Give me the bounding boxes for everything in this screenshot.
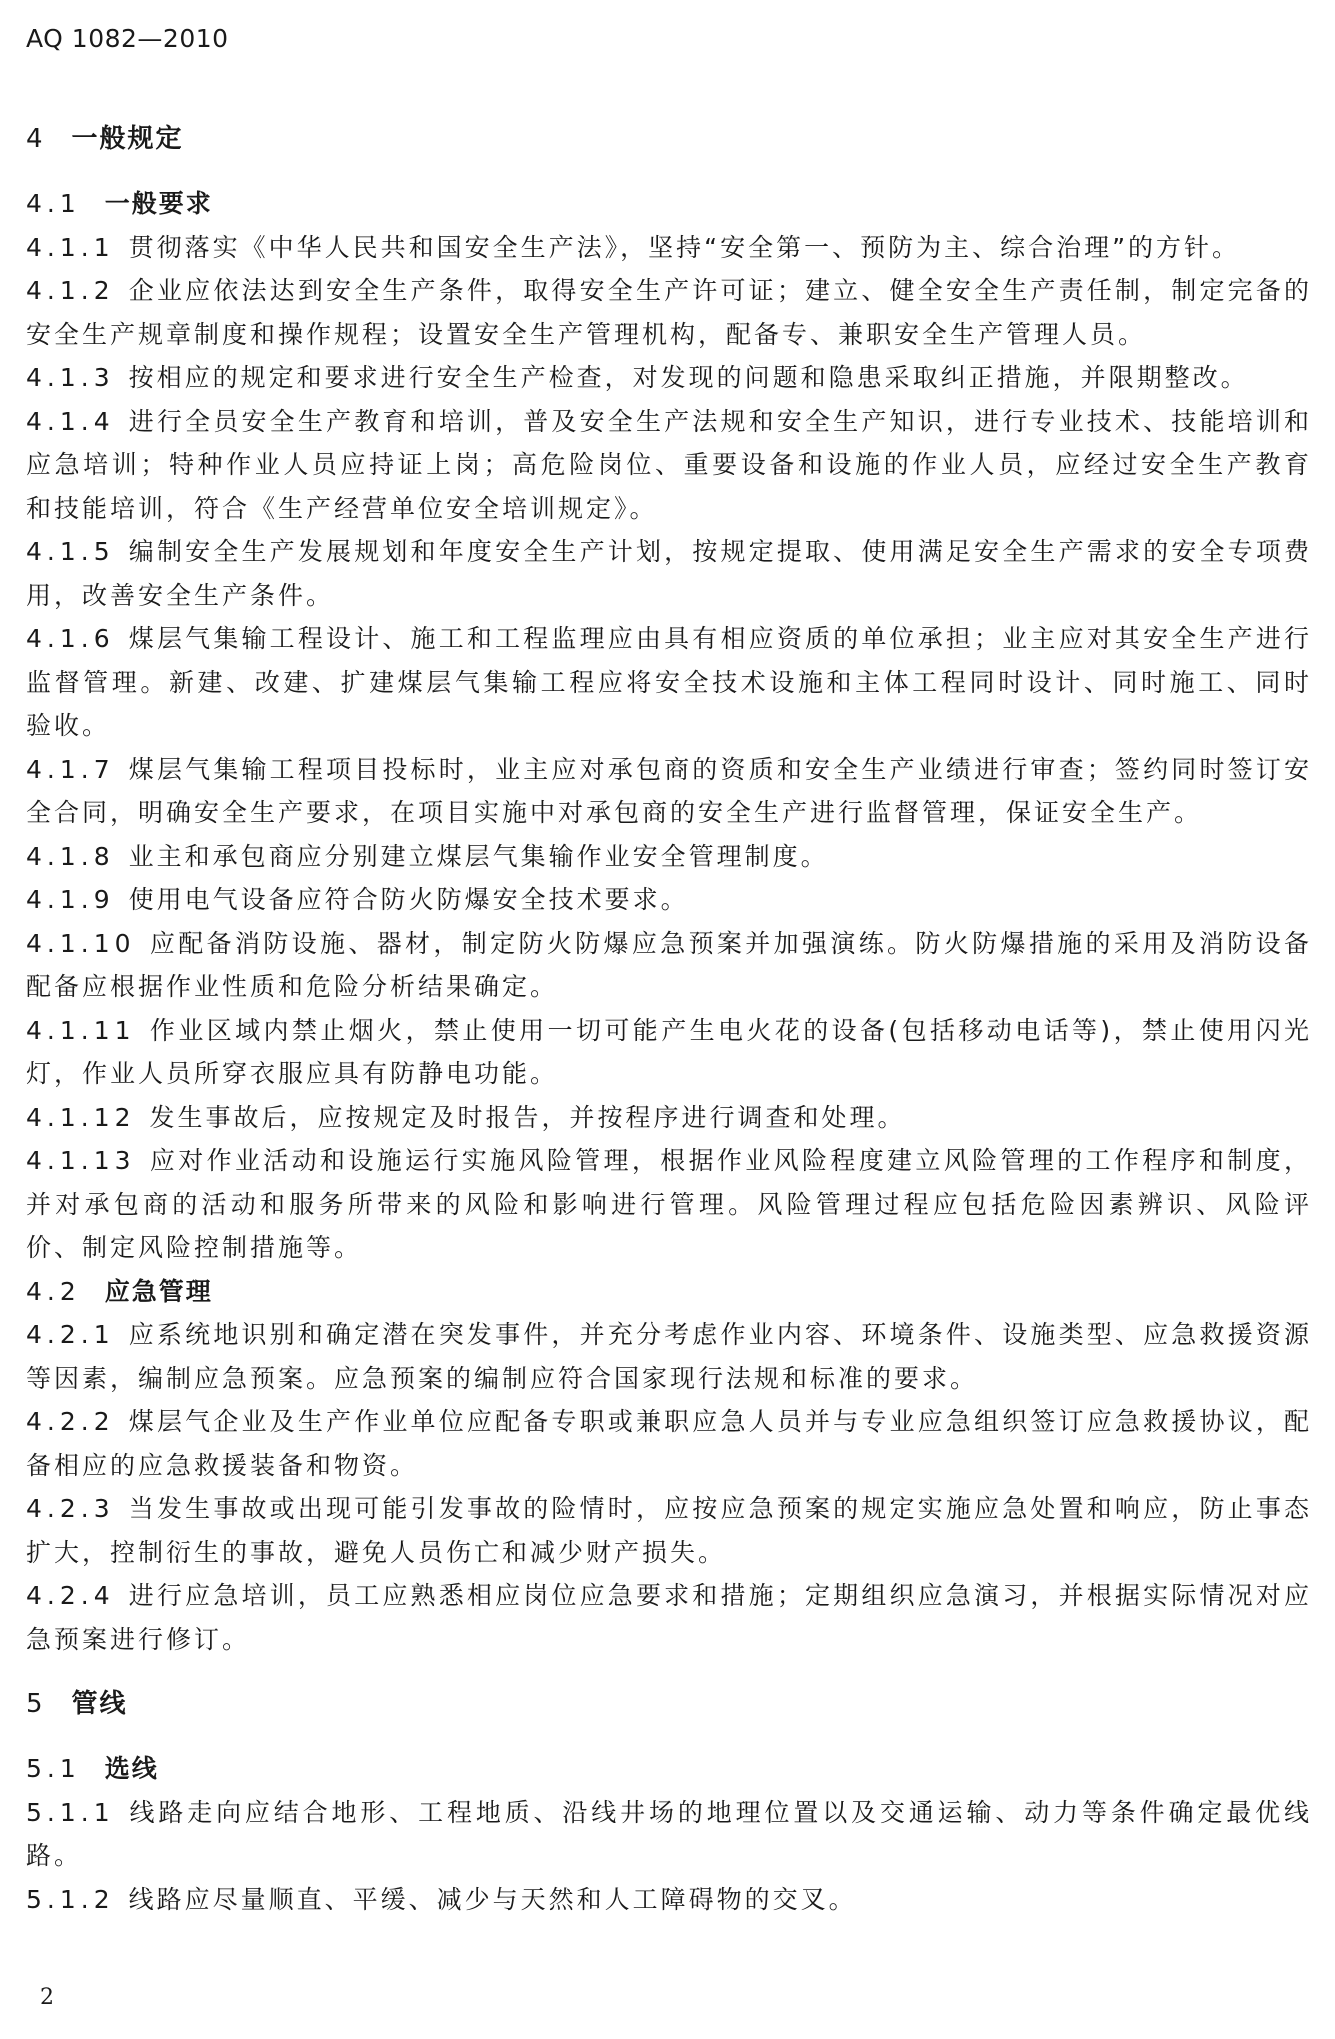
clause-paragraph <box>26 1400 1312 1487</box>
clause-text: 按相应的规定和要求进行安全生产检查，对发现的问题和隐患采取纠正措施，并限期整改。 <box>128 363 1249 392</box>
clause-text: 进行应急培训，员工应熟悉相应岗位应急要求和措施；定期组织应急演习，并根据实际情况对应急预案进行修订。 <box>26 1581 1312 1654</box>
clause-number: 4.1.11 <box>26 1015 136 1045</box>
subsection-title: 一般要求 <box>104 189 213 218</box>
page-number: 2 <box>40 1985 54 2010</box>
clause-number: 4.1.7 <box>26 754 115 784</box>
section-number: 5 <box>26 1689 48 1719</box>
clause-text: 发生事故后，应按规定及时报告，并按程序进行调查和处理。 <box>149 1102 906 1132</box>
clause-paragraph <box>26 269 1312 356</box>
clause-paragraph <box>26 1487 1312 1574</box>
subsection-title: 选线 <box>104 1754 159 1783</box>
clause-text: 应系统地识别和确定潜在突发事件，并充分考虑作业内容、环境条件、设施类型、应急救援资源等因素，编制应急预案。应急预案的编制应符合国家现行法规和标准的要求。 <box>26 1320 1312 1393</box>
clause-paragraph <box>26 1096 1312 1140</box>
clause-paragraph <box>26 356 1312 400</box>
clause-paragraph <box>26 878 1312 922</box>
clause-number: 4.1.10 <box>26 928 136 958</box>
clause-paragraph <box>26 1574 1312 1661</box>
section-number: 4 <box>26 124 48 154</box>
clause-text: 应对作业活动和设施运行实施风险管理，根据作业风险程度建立风险管理的工作程序和制度，并对承包商的活动和服务所带来的风险和影响进行管理。风险管理过程应包括危险因素辨识、风险评价、制定风险控制措施等。 <box>26 1146 1312 1262</box>
clause-text: 线路走向应结合地形、工程地质、沿线井场的地理位置以及交通运输、动力等条件确定最优线路。 <box>26 1797 1312 1870</box>
clause-number: 4.1.4 <box>26 406 115 436</box>
clause-number: 4.2.3 <box>26 1494 115 1523</box>
clause-text: 应配备消防设施、器材，制定防火防爆应急预案并加强演练。防火防爆措施的采用及消防设备配备应根据作业性质和危险分析结果确定。 <box>26 928 1312 1001</box>
subsection-number: 5.1 <box>26 1754 81 1783</box>
clause-text: 作业区域内禁止烟火，禁止使用一切可能产生电火花的设备(包括移动电话等)，禁止使用闪光灯，作业人员所穿衣服应具有防静电功能。 <box>26 1015 1312 1088</box>
clause-text: 煤层气集输工程项目投标时，业主应对承包商的资质和安全生产业绩进行审查；签约同时签订安全合同，明确安全生产要求，在项目实施中对承包商的安全生产进行监督管理，保证安全生产。 <box>26 754 1312 827</box>
clause-text: 当发生事故或出现可能引发事故的险情时，应按应急预案的规定实施应急处置和响应，防止事态扩大，控制衍生的事故，避免人员伤亡和减少财产损失。 <box>26 1494 1312 1567</box>
clause-number: 4.1.5 <box>26 537 115 566</box>
standard-code-header: AQ 1082—2010 <box>26 24 229 53</box>
subsection-title: 应急管理 <box>104 1276 213 1306</box>
clause-text: 企业应依法达到安全生产条件，取得安全生产许可证；建立、健全安全生产责任制，制定完备的安全生产规章制度和操作规程；设置安全生产管理机构，配备专、兼职安全生产管理人员。 <box>26 276 1312 349</box>
clause-text: 煤层气集输工程设计、施工和工程监理应由具有相应资质的单位承担；业主应对其安全生产进行监督管理。新建、改建、扩建煤层气集输工程应将安全技术设施和主体工程同时设计、同时施工、同时验收。 <box>26 624 1312 740</box>
clause-number: 4.2.2 <box>26 1407 115 1436</box>
subsection-number: 4.1 <box>26 189 81 218</box>
clause-text: 业主和承包商应分别建立煤层气集输作业安全管理制度。 <box>128 841 829 871</box>
clause-paragraph <box>26 1313 1312 1400</box>
section-heading <box>26 118 1312 161</box>
clause-number: 4.1.8 <box>26 841 115 871</box>
clause-number: 4.1.12 <box>26 1102 136 1132</box>
clause-number: 4.1.13 <box>26 1146 136 1175</box>
clause-number: 4.1.6 <box>26 624 115 653</box>
document-body <box>26 118 1312 1921</box>
clause-number: 4.1.3 <box>26 363 115 392</box>
clause-number: 5.1.1 <box>26 1797 115 1827</box>
section-heading <box>26 1683 1312 1726</box>
clause-text: 线路应尽量顺直、平缓、减少与天然和人工障碍物的交叉。 <box>128 1884 857 1914</box>
clause-text: 使用电气设备应符合防火防爆安全技术要求。 <box>128 885 689 914</box>
section-title: 一般规定 <box>71 124 184 154</box>
clause-number: 4.1.9 <box>26 885 115 914</box>
clause-paragraph <box>26 226 1312 270</box>
section-title: 管线 <box>71 1689 128 1719</box>
clause-text: 煤层气企业及生产作业单位应配备专职或兼职应急人员并与专业应急组织签订应急救援协议，配备相应的应急救援装备和物资。 <box>26 1407 1312 1480</box>
clause-number: 5.1.2 <box>26 1884 115 1914</box>
clause-number: 4.2.4 <box>26 1581 115 1610</box>
clause-number: 4.2.1 <box>26 1320 115 1349</box>
clause-text: 编制安全生产发展规划和年度安全生产计划，按规定提取、使用满足安全生产需求的安全专项费用，改善安全生产条件。 <box>26 537 1312 610</box>
clause-paragraph <box>26 1878 1312 1922</box>
clause-paragraph <box>26 835 1312 879</box>
subsection-heading <box>26 182 1312 226</box>
clause-paragraph <box>26 922 1312 1009</box>
clause-paragraph <box>26 400 1312 531</box>
subsection-heading <box>26 1747 1312 1791</box>
clause-number: 4.1.2 <box>26 276 115 305</box>
clause-paragraph <box>26 748 1312 835</box>
clause-paragraph <box>26 617 1312 748</box>
clause-text: 进行全员安全生产教育和培训，普及安全生产法规和安全生产知识，进行专业技术、技能培训和应急培训；特种作业人员应持证上岗；高危险岗位、重要设备和设施的作业人员，应经过安全生产教育和技能培训，符合《生产经营单位安全培训规定》。 <box>26 406 1312 523</box>
clause-text: 贯彻落实《中华人民共和国安全生产法》，坚持“安全第一、预防为主、综合治理”的方针。 <box>128 232 1241 262</box>
clause-number: 4.1.1 <box>26 232 115 262</box>
clause-paragraph <box>26 1139 1312 1270</box>
subsection-number: 4.2 <box>26 1276 81 1306</box>
subsection-heading <box>26 1270 1312 1314</box>
clause-paragraph <box>26 1009 1312 1096</box>
clause-paragraph <box>26 1791 1312 1878</box>
clause-paragraph <box>26 530 1312 617</box>
